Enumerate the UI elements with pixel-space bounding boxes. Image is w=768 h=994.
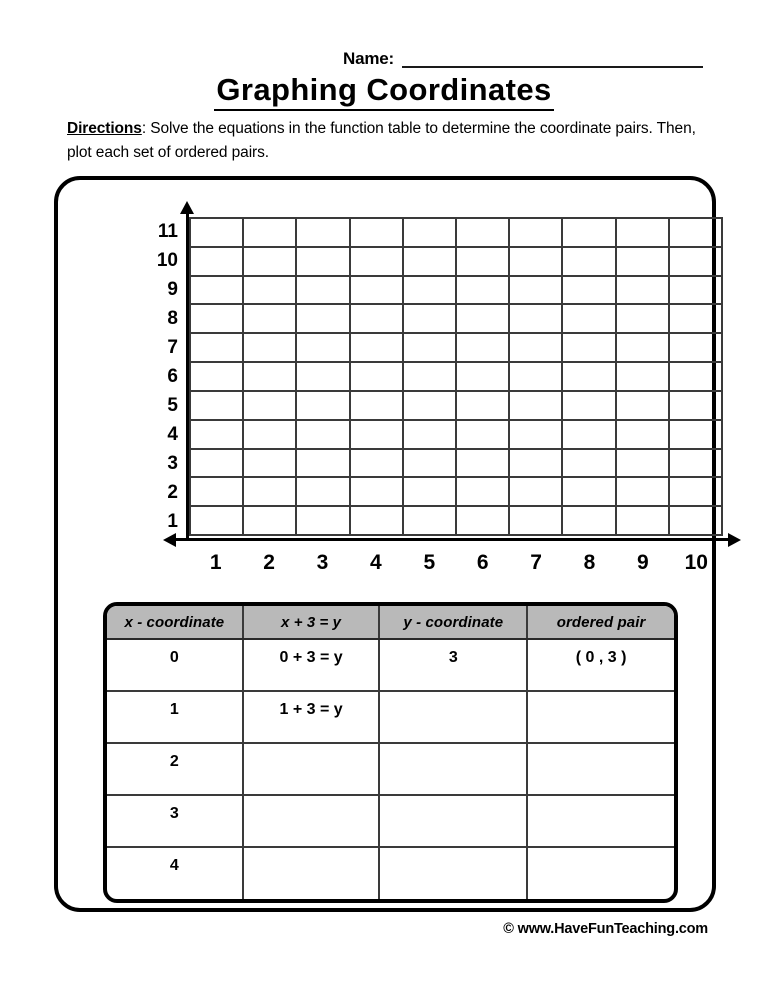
table-cell[interactable]: 4 — [107, 847, 243, 899]
table-cell[interactable] — [243, 795, 380, 847]
graph-cell[interactable] — [510, 363, 563, 392]
table-row — [107, 743, 674, 795]
graph-cell[interactable] — [670, 334, 723, 363]
graph-cell[interactable] — [617, 334, 670, 363]
y-axis-label: 10 — [156, 250, 178, 271]
graph-cell[interactable] — [297, 305, 350, 334]
graph-cell[interactable] — [404, 507, 457, 536]
graph-cell[interactable] — [457, 305, 510, 334]
graph-cell[interactable] — [510, 305, 563, 334]
graph-cell[interactable] — [617, 421, 670, 450]
graph-cell[interactable] — [191, 305, 244, 334]
graph-cell[interactable] — [351, 334, 404, 363]
x-axis-line — [170, 538, 732, 541]
graph-cell[interactable] — [351, 248, 404, 277]
graph-cell[interactable] — [191, 421, 244, 450]
graph-cell[interactable] — [510, 507, 563, 536]
graph-cell[interactable] — [404, 363, 457, 392]
footer-credit: © www.HaveFunTeaching.com — [503, 921, 708, 937]
graph-cell[interactable] — [563, 421, 616, 450]
graph-cell[interactable] — [297, 219, 350, 248]
graph-cell[interactable] — [297, 248, 350, 277]
graph-cell[interactable] — [457, 450, 510, 479]
graph-cell[interactable] — [404, 450, 457, 479]
graph-cell[interactable] — [617, 392, 670, 421]
graph-cell[interactable] — [617, 305, 670, 334]
graph-cell[interactable] — [351, 392, 404, 421]
graph-cell[interactable] — [457, 334, 510, 363]
x-axis-label: 10 — [684, 550, 708, 574]
function-table-body — [107, 639, 674, 899]
graph-cell[interactable] — [457, 363, 510, 392]
graph-grid[interactable] — [189, 217, 723, 536]
graph-cell[interactable] — [244, 277, 297, 306]
table-header-cell: y - coordinate — [379, 606, 527, 639]
graph-cell[interactable] — [244, 248, 297, 277]
y-axis-label: 9 — [167, 279, 178, 300]
graph-cell[interactable] — [351, 363, 404, 392]
table-cell[interactable] — [379, 743, 527, 795]
function-table — [103, 602, 678, 903]
graph-cell[interactable] — [191, 248, 244, 277]
graph-cell[interactable] — [617, 248, 670, 277]
x-axis-label: 4 — [370, 550, 382, 574]
directions-text: : Solve the equations in the function table to determine the coordinate pairs. Then, plot each set of ordered pairs. — [67, 120, 696, 161]
graph-cell[interactable] — [351, 450, 404, 479]
worksheet-frame — [54, 176, 716, 912]
graph-cell[interactable] — [670, 392, 723, 421]
table-header-cell: x - coordinate — [107, 606, 243, 639]
graph-cell[interactable] — [191, 219, 244, 248]
graph-cell[interactable] — [670, 507, 723, 536]
y-axis-label: 8 — [167, 308, 178, 329]
table-row — [107, 847, 674, 899]
graph-cell[interactable] — [510, 248, 563, 277]
table-cell[interactable] — [379, 691, 527, 743]
x-axis-label: 7 — [530, 550, 542, 574]
table-cell[interactable]: 0 + 3 = y — [243, 639, 380, 691]
x-axis-label: 3 — [316, 550, 329, 574]
graph-cell[interactable] — [351, 421, 404, 450]
graph-cell[interactable] — [670, 305, 723, 334]
table-cell[interactable] — [379, 795, 527, 847]
graph-cell[interactable] — [244, 334, 297, 363]
y-axis-label: 5 — [167, 395, 178, 416]
graph-cell[interactable] — [351, 219, 404, 248]
y-axis-label: 6 — [167, 366, 178, 387]
graph-cell[interactable] — [617, 478, 670, 507]
graph-cell[interactable] — [244, 305, 297, 334]
table-cell[interactable] — [527, 743, 674, 795]
graph-cell[interactable] — [244, 507, 297, 536]
x-axis-arrow-right-icon — [728, 533, 741, 547]
table-cell[interactable] — [527, 691, 674, 743]
x-axis-label: 6 — [476, 550, 489, 574]
function-table-grid — [107, 606, 674, 899]
table-cell[interactable]: ( 0 , 3 ) — [527, 639, 674, 691]
graph-cell[interactable] — [297, 363, 350, 392]
graph-cell[interactable] — [191, 334, 244, 363]
graph-cell[interactable] — [510, 219, 563, 248]
graph-cell[interactable] — [617, 277, 670, 306]
y-axis-arrow-icon — [180, 201, 194, 214]
y-axis-label: 3 — [167, 453, 178, 474]
graph-cell[interactable] — [244, 219, 297, 248]
graph-cell[interactable] — [351, 277, 404, 306]
graph-cell[interactable] — [404, 248, 457, 277]
y-axis-label: 11 — [157, 221, 178, 242]
graph-cell[interactable] — [297, 478, 350, 507]
table-cell[interactable] — [379, 847, 527, 899]
graph-cell[interactable] — [510, 450, 563, 479]
graph-cell[interactable] — [244, 421, 297, 450]
function-table-head — [107, 606, 674, 639]
graph-cell[interactable] — [191, 450, 244, 479]
graph-cell[interactable] — [457, 277, 510, 306]
table-cell[interactable]: 1 + 3 = y — [243, 691, 380, 743]
table-row — [107, 691, 674, 743]
y-axis-label: 2 — [167, 482, 178, 503]
y-axis-label: 7 — [167, 337, 178, 358]
y-axis-label: 4 — [167, 424, 178, 445]
directions — [67, 117, 707, 165]
graph-cell[interactable] — [244, 392, 297, 421]
graph-cell[interactable] — [457, 248, 510, 277]
graph-cell[interactable] — [510, 392, 563, 421]
x-axis-label: 5 — [423, 550, 436, 574]
graph-cell[interactable] — [297, 450, 350, 479]
graph-cell[interactable] — [510, 277, 563, 306]
graph-cell[interactable] — [670, 363, 723, 392]
graph-cell[interactable] — [351, 305, 404, 334]
graph-cell[interactable] — [617, 507, 670, 536]
graph-cell[interactable] — [457, 219, 510, 248]
graph-cell[interactable] — [404, 219, 457, 248]
name-label: Name: — [343, 49, 394, 68]
table-cell[interactable]: 0 — [107, 639, 243, 691]
table-row — [107, 639, 674, 691]
graph-cell[interactable] — [244, 478, 297, 507]
table-cell[interactable]: 3 — [107, 795, 243, 847]
graph-cell[interactable] — [404, 421, 457, 450]
page-title-text: Graphing Coordinates — [214, 73, 553, 111]
table-header-cell: ordered pair — [527, 606, 674, 639]
graph-cell[interactable] — [563, 334, 616, 363]
graph-cell[interactable] — [191, 392, 244, 421]
graph-cell[interactable] — [297, 421, 350, 450]
table-cell[interactable] — [243, 743, 380, 795]
page-title — [0, 73, 768, 111]
graph-cell[interactable] — [670, 277, 723, 306]
graph-cell[interactable] — [563, 363, 616, 392]
graph-cell[interactable] — [617, 219, 670, 248]
table-cell[interactable] — [527, 795, 674, 847]
graph-cell[interactable] — [617, 450, 670, 479]
graph-cell[interactable] — [191, 363, 244, 392]
y-axis-labels — [134, 217, 180, 536]
x-axis-label: 2 — [263, 550, 275, 574]
graph-cell[interactable] — [670, 450, 723, 479]
x-axis-label: 1 — [209, 550, 222, 574]
graph-cell[interactable] — [563, 450, 616, 479]
graph-cell[interactable] — [351, 507, 404, 536]
table-row — [107, 795, 674, 847]
graph-cell[interactable] — [191, 277, 244, 306]
table-cell[interactable] — [527, 847, 674, 899]
directions-label: Directions — [67, 120, 142, 137]
table-header-row — [107, 606, 674, 639]
graph-cell[interactable] — [457, 392, 510, 421]
graph-cell[interactable] — [563, 478, 616, 507]
graph-cell[interactable] — [404, 277, 457, 306]
graph-cell[interactable] — [457, 478, 510, 507]
graph-cell[interactable] — [510, 478, 563, 507]
graph-cell[interactable] — [297, 334, 350, 363]
graph-cell[interactable] — [244, 363, 297, 392]
graph-cell[interactable] — [191, 507, 244, 536]
graph-cell[interactable] — [563, 277, 616, 306]
table-header-cell: x + 3 = y — [243, 606, 380, 639]
graph-cell[interactable] — [563, 507, 616, 536]
graph-cell[interactable] — [670, 248, 723, 277]
graph-cell[interactable] — [457, 421, 510, 450]
graph-cell[interactable] — [670, 421, 723, 450]
graph-cell[interactable] — [404, 305, 457, 334]
x-axis-labels — [189, 545, 723, 579]
graph-cell[interactable] — [563, 392, 616, 421]
graph-cell[interactable] — [404, 334, 457, 363]
y-axis-label: 1 — [167, 511, 178, 532]
graph-cell[interactable] — [563, 219, 616, 248]
graph-cell[interactable] — [297, 507, 350, 536]
table-cell[interactable] — [243, 847, 380, 899]
x-axis-label: 9 — [637, 550, 649, 574]
graph-cell[interactable] — [563, 305, 616, 334]
graph-cell[interactable] — [670, 219, 723, 248]
graph-cell[interactable] — [404, 478, 457, 507]
name-write-line[interactable] — [402, 65, 703, 68]
graph-cell[interactable] — [191, 478, 244, 507]
graph-cell[interactable] — [563, 248, 616, 277]
graph-cell[interactable] — [351, 478, 404, 507]
coordinate-graph — [134, 208, 708, 588]
graph-cell[interactable] — [404, 392, 457, 421]
graph-cell[interactable] — [297, 392, 350, 421]
graph-cell[interactable] — [617, 363, 670, 392]
table-cell[interactable]: 3 — [379, 639, 527, 691]
graph-cell[interactable] — [510, 334, 563, 363]
graph-cell[interactable] — [244, 450, 297, 479]
table-cell[interactable]: 1 — [107, 691, 243, 743]
graph-cell[interactable] — [297, 277, 350, 306]
name-row — [343, 44, 703, 70]
graph-cell[interactable] — [457, 507, 510, 536]
graph-cell[interactable] — [510, 421, 563, 450]
graph-cell[interactable] — [670, 478, 723, 507]
table-cell[interactable]: 2 — [107, 743, 243, 795]
x-axis-label: 8 — [583, 550, 596, 574]
